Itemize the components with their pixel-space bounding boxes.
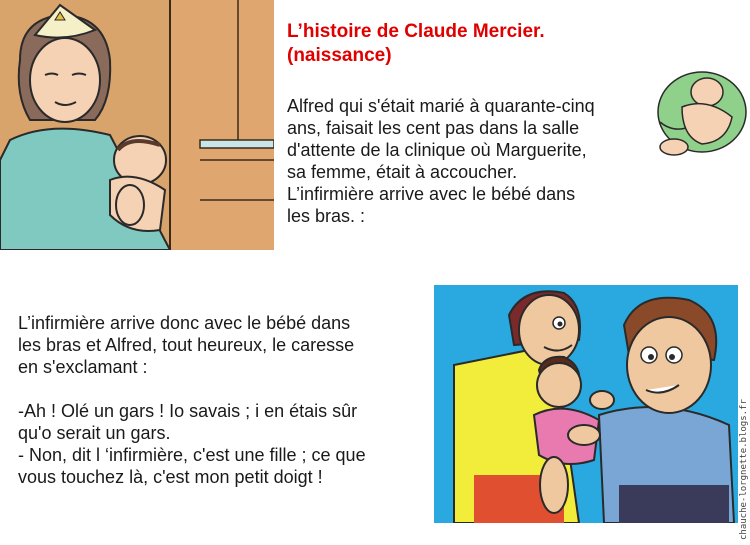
intro-line: ans, faisait les cent pas dans la salle	[287, 118, 580, 138]
story-title-line1: L’histoire de Claude Mercier.	[287, 21, 545, 42]
dialogue-line: - Non, dit l ‘infirmière, c'est une fille ; ce que	[18, 445, 366, 465]
blog-watermark: chauche-lorgnette.blogs.fr	[739, 399, 749, 540]
nurse-holding-baby-illustration	[0, 0, 274, 250]
dialogue-line: qu'o serait un gars.	[18, 423, 171, 443]
dialogue-line: -Ah ! Olé un gars ! Io savais ; i en étais sûr	[18, 401, 358, 421]
paragraph-gap	[18, 378, 433, 400]
couple-with-child-illustration	[434, 285, 738, 523]
intro-line: Alfred qui s'était marié à quarante-cinq	[287, 96, 595, 116]
intro-line: les bras. :	[287, 206, 366, 226]
narration-line: les bras et Alfred, tout heureux, le caresse	[18, 335, 355, 355]
intro-line: L’infirmière arrive avec le bébé dans	[287, 184, 576, 204]
dialogue-paragraph	[18, 312, 433, 488]
newborn-baby-illustration	[652, 62, 750, 162]
narration-line: L’infirmière arrive donc avec le bébé dans	[18, 313, 351, 333]
dialogue-line: vous touchez là, c'est mon petit doigt !	[18, 467, 323, 487]
intro-line: d'attente de la clinique où Marguerite,	[287, 140, 587, 160]
intro-line: sa femme, était à accoucher.	[287, 162, 518, 182]
narration-line: en s'exclamant :	[18, 357, 148, 377]
intro-paragraph	[287, 95, 652, 227]
story-title-line2: (naissance)	[287, 45, 392, 66]
story-title	[287, 20, 647, 68]
